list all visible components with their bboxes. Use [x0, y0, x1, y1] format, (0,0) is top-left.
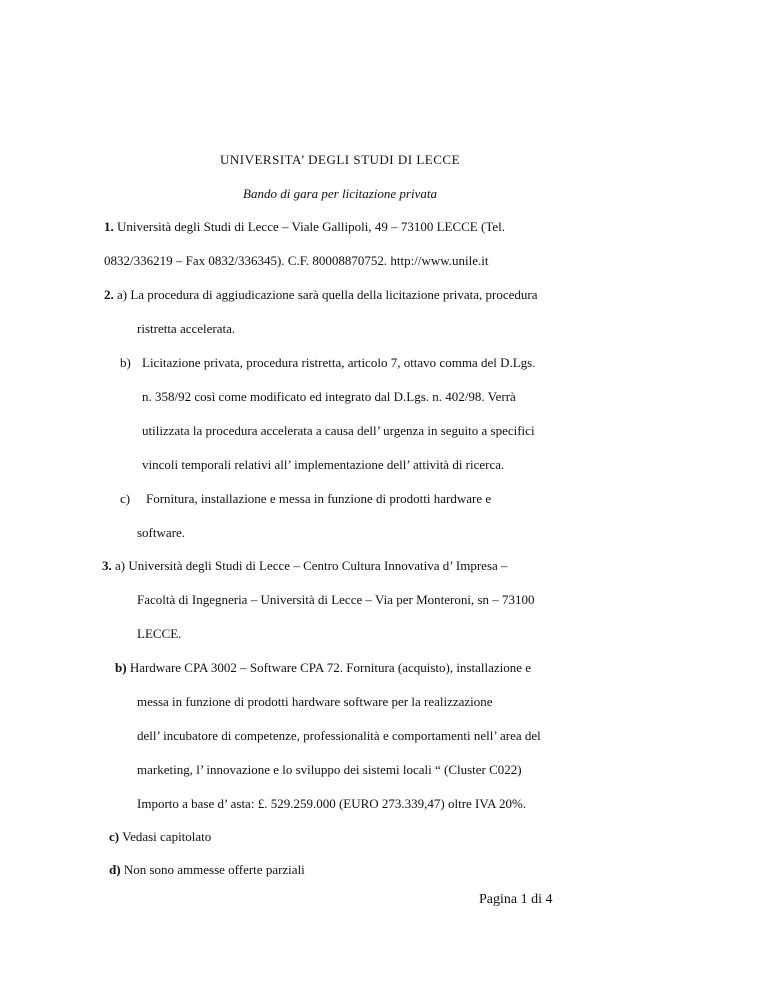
- section-2-b-line-4: vincoli temporali relativi all’ implementazione dell’ attività di ricerca.: [142, 457, 505, 472]
- section-3-b-line-5: Importo a base d’ asta: £. 529.259.000 (EURO 273.339,47) oltre IVA 20%.: [137, 796, 527, 811]
- section-2-b-line-3: utilizzata la procedura accelerata a causa dell’ urgenza in seguito a specifici: [142, 423, 535, 438]
- document-title: UNIVERSITA’ DEGLI STUDI DI LECCE: [219, 152, 461, 167]
- section-3-d: [109, 862, 305, 878]
- section-3-b-label: b): [115, 660, 127, 675]
- section-3-c-label: c): [109, 829, 120, 844]
- section-3-a-text: a) Università degli Studi di Lecce – Centro Cultura Innovativa d’ Impresa –: [115, 558, 508, 573]
- section-3-b-line-2: messa in funzione di prodotti hardware software per la realizzazione: [137, 694, 493, 709]
- section-1-number: 1.: [104, 219, 114, 234]
- page-number: Pagina 1 di 4: [479, 892, 553, 907]
- section-3-b-line-1: Hardware CPA 3002 – Software CPA 72. Fornitura (acquisto), installazione e: [129, 660, 532, 675]
- section-2-b-label: b): [120, 355, 131, 370]
- section-2-a-text: a) La procedura di aggiudicazione sarà quella della licitazione privata, procedura: [117, 287, 538, 302]
- section-2-a-line-2: ristretta accelerata.: [137, 321, 236, 336]
- section-2-c-label: c): [120, 491, 131, 506]
- section-3-a-line-3: LECCE.: [137, 626, 182, 641]
- section-3-d-text: Non sono ammesse offerte parziali: [123, 862, 305, 877]
- section-1-line-2: 0832/336219 – Fax 0832/336345). C.F. 80008870752. http://www.unile.it: [104, 253, 489, 268]
- section-1-text: Università degli Studi di Lecce – Viale Gallipoli, 49 – 73100 LECCE (Tel.: [117, 219, 505, 234]
- section-3-b: [115, 660, 531, 676]
- section-2-b-line-2: n. 358/92 così come modificato ed integrato dal D.Lgs. n. 402/98. Verrà: [142, 389, 516, 404]
- section-3-d-label: d): [109, 862, 121, 877]
- section-2-c-line-1: Fornitura, installazione e messa in funzione di prodotti hardware e: [146, 491, 492, 506]
- section-3-b-line-4: marketing, l’ innovazione e lo sviluppo dei sistemi locali “ (Cluster C022): [137, 762, 522, 777]
- section-2-b-line-1: Licitazione privata, procedura ristretta, articolo 7, ottavo comma del D.Lgs.: [142, 355, 536, 370]
- section-3-a-line-2: Facoltà di Ingegneria – Università di Lecce – Via per Monteroni, sn – 73100: [137, 592, 535, 607]
- section-2-number: 2.: [104, 287, 114, 302]
- section-3: [102, 558, 508, 574]
- section-1: [104, 219, 505, 235]
- section-2-c-line-2: software.: [137, 525, 186, 540]
- document-subtitle: Bando di gara per licitazione privata: [243, 186, 437, 201]
- section-3-c-text: Vedasi capitolato: [122, 829, 212, 844]
- section-3-c: [109, 829, 211, 845]
- section-3-b-line-3: dell’ incubatore di competenze, professionalità e comportamenti nell’ area del: [137, 728, 541, 743]
- section-2: [104, 287, 537, 303]
- section-3-number: 3.: [102, 558, 112, 573]
